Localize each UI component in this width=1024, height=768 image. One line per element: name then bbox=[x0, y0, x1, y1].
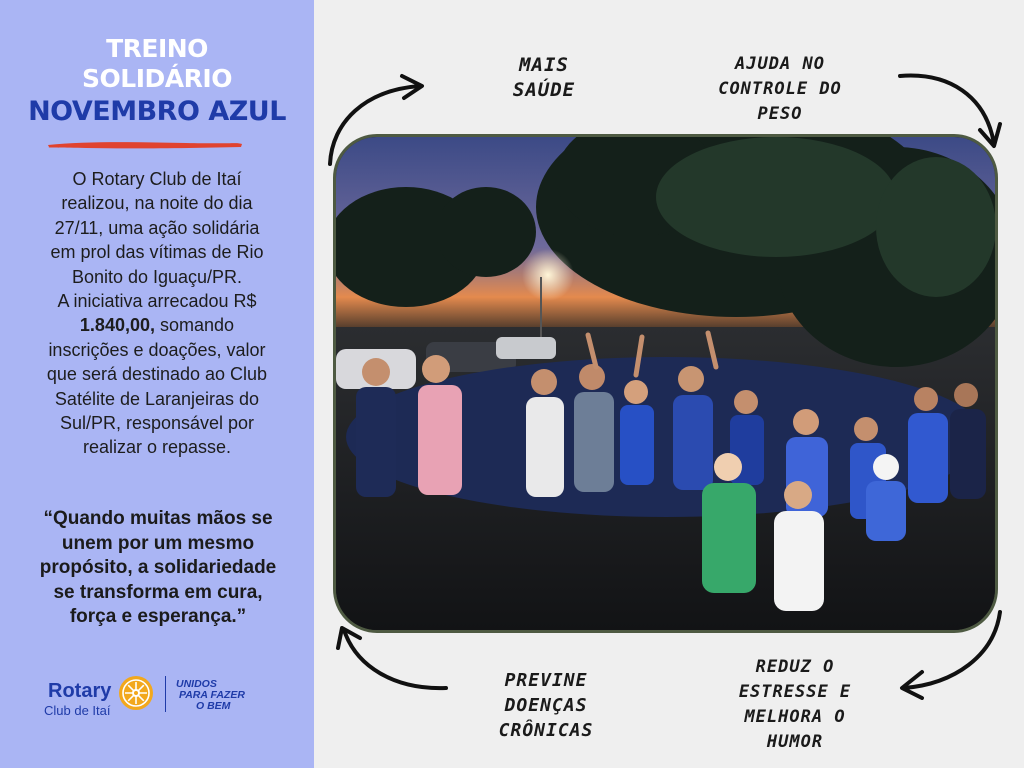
group-photo bbox=[333, 134, 998, 633]
benefit-line: AJUDA NO bbox=[735, 54, 825, 74]
quote-text bbox=[20, 507, 296, 630]
body-line: Sul/PR, responsável por bbox=[59, 413, 255, 434]
slogan-line: O BEM bbox=[196, 700, 231, 712]
benefit-line: HUMOR bbox=[766, 732, 824, 752]
body-line: realizou, na noite do dia bbox=[61, 193, 253, 214]
slogan-line: UNIDOS bbox=[176, 678, 217, 690]
rotary-wheel-icon bbox=[117, 674, 155, 712]
amount-line bbox=[22, 313, 292, 337]
quote-line: se transforma em cura, bbox=[53, 581, 263, 603]
slogan-line: PARA FAZER bbox=[179, 689, 245, 701]
quote-line: força e esperança.” bbox=[69, 606, 247, 628]
benefit-line: DOENÇAS bbox=[504, 695, 588, 716]
benefit-line: MAIS bbox=[519, 54, 569, 76]
quote-line: “Quando muitas mãos se bbox=[43, 508, 273, 529]
quote-line: unem por um mesmo bbox=[61, 532, 255, 554]
title-line-3: NOVEMBRO AZUL bbox=[28, 96, 286, 127]
title-line-2: SOLIDÁRIO bbox=[82, 64, 232, 93]
benefit-line: REDUZ O bbox=[755, 657, 835, 677]
body-line: que será destinado ao Club bbox=[46, 364, 268, 385]
body-line: inscrições e doações, valor bbox=[48, 339, 266, 360]
benefit-line: ESTRESSE E bbox=[738, 682, 852, 702]
group-photo-illustration bbox=[336, 137, 995, 630]
benefit-line: SAÚDE bbox=[512, 79, 576, 101]
body-line: Bonito do Iguaçu/PR. bbox=[71, 266, 243, 287]
description-text bbox=[22, 167, 292, 460]
red-brush-stroke bbox=[46, 138, 244, 150]
slogan bbox=[176, 679, 245, 712]
club-name: Club de Itaí bbox=[44, 703, 111, 718]
benefit-line: CRÔNICAS bbox=[498, 720, 594, 741]
benefit-line: CONTROLE DO bbox=[718, 79, 842, 99]
body-line: 27/11, uma ação solidária bbox=[54, 217, 260, 238]
info-sidebar bbox=[0, 0, 314, 768]
benefit-mais-saude bbox=[494, 53, 594, 103]
quote-line: propósito, a solidariedade bbox=[39, 557, 277, 579]
benefit-previne-doencas bbox=[478, 668, 614, 743]
amount-suffix: somando bbox=[155, 315, 235, 336]
rotary-wordmark: Rotary bbox=[48, 680, 112, 702]
benefit-line: MELHORA O bbox=[744, 707, 846, 727]
body-line: O Rotary Club de Itaí bbox=[72, 169, 242, 189]
title-line-1: TREINO bbox=[106, 34, 208, 63]
body-line: Satélite de Laranjeiras do bbox=[54, 388, 260, 409]
benefit-line: PREVINE bbox=[504, 670, 588, 691]
body-line: A iniciativa arrecadou R$ bbox=[57, 291, 257, 312]
body-line: realizar o repasse. bbox=[82, 437, 232, 458]
benefit-reduz-estresse bbox=[720, 655, 870, 755]
logo-divider bbox=[165, 676, 166, 712]
body-line: em prol das vítimas de Rio bbox=[50, 242, 264, 263]
benefit-line: PESO bbox=[757, 104, 803, 124]
benefit-controle-peso bbox=[694, 52, 866, 127]
donation-amount: 1.840,00, bbox=[79, 315, 155, 336]
